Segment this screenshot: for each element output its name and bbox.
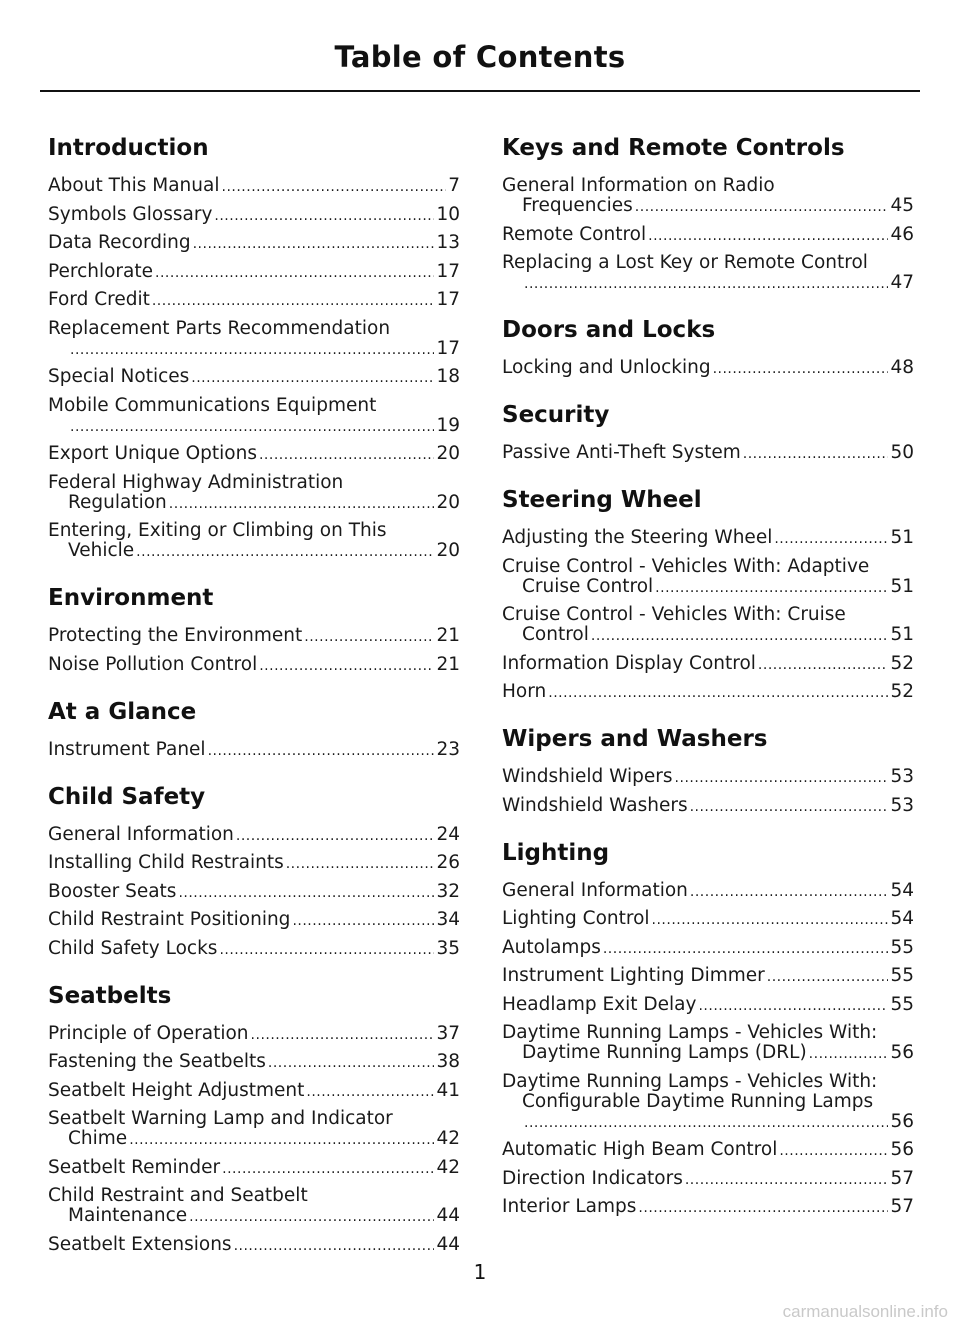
toc-page-number: 20 [436, 491, 460, 513]
toc-entry[interactable] [48, 1081, 460, 1102]
toc-entry-title: Control [522, 624, 589, 645]
toc-entry-title: Remote Control [502, 223, 647, 245]
toc-page-number: 7 [448, 175, 460, 196]
toc-page-number: 13 [436, 232, 460, 253]
toc-page-number: 45 [890, 195, 914, 216]
toc-entry[interactable] [48, 176, 460, 197]
toc-entry[interactable] [48, 319, 460, 360]
toc-entry-title: Autolamps [502, 936, 601, 958]
section-heading: Lighting [502, 839, 610, 866]
toc-entry[interactable] [48, 740, 460, 761]
section-heading: Environment [48, 585, 214, 611]
toc-entry-line [48, 1081, 460, 1102]
toc-entry[interactable] [502, 1140, 914, 1161]
toc-entry-title: Child Restraint Positioning [48, 909, 291, 930]
toc-page-number: 26 [436, 852, 460, 873]
toc-entry[interactable] [48, 205, 460, 226]
toc-entry[interactable] [48, 233, 460, 254]
toc-entry-title: Daytime Running Lamps (DRL) [522, 1042, 807, 1063]
toc-entry-title: Federal Highway Administration [48, 471, 344, 493]
toc-entry[interactable] [502, 253, 914, 294]
toc-entry[interactable] [48, 367, 460, 388]
toc-entry-line [48, 1129, 460, 1150]
toc-entry-title: Cruise Control - Vehicles With: Adaptive [502, 555, 870, 577]
toc-page-number: 53 [890, 794, 914, 816]
dot-leader [129, 1130, 434, 1150]
toc-entry-line [48, 416, 460, 437]
dot-leader [648, 226, 888, 246]
dot-leader [222, 1159, 434, 1179]
dot-leader [155, 263, 434, 283]
toc-entry[interactable] [48, 910, 460, 931]
toc-entry-line [502, 682, 914, 703]
toc-entry[interactable] [502, 1072, 914, 1133]
toc-entry-line [502, 443, 914, 464]
toc-page-number: 50 [890, 442, 914, 463]
toc-entry-line [48, 233, 460, 254]
dot-leader [809, 1044, 889, 1064]
toc-entry-title: Mobile Communications Equipment [48, 394, 377, 416]
toc-page-number: 46 [890, 223, 914, 245]
dot-leader [774, 529, 888, 549]
toc-entry-line [48, 825, 460, 846]
toc-entry-line [502, 273, 914, 294]
toc-entry-title: Lighting Control [502, 908, 650, 929]
toc-entry-line [48, 262, 460, 283]
toc-page-number: 17 [436, 337, 460, 359]
toc-page-number: 18 [436, 366, 460, 387]
toc-entry-title: Horn [502, 681, 547, 702]
toc-entry-title: Direction Indicators [502, 1167, 683, 1189]
dot-leader [743, 444, 889, 464]
toc-entry[interactable] [502, 528, 914, 549]
toc-entry-line [48, 1109, 460, 1129]
section-heading: At a Glance [48, 698, 197, 725]
toc-entry-title: Configurable Daytime Running Lamps [522, 1090, 874, 1112]
toc-entry-line [48, 655, 460, 676]
toc-entry-line [502, 767, 914, 788]
toc-entry-line [48, 521, 460, 541]
toc-entry[interactable] [502, 767, 914, 788]
toc-page-number: 42 [436, 1156, 460, 1178]
toc-section-wipers-and-washers [502, 724, 914, 817]
page-title: Table of Contents [334, 40, 626, 74]
toc-page-number: 21 [436, 625, 460, 646]
toc-entry-line [502, 528, 914, 549]
toc-column-left [48, 133, 460, 1277]
toc-page-number: 55 [890, 993, 914, 1015]
dot-leader [767, 967, 889, 987]
dot-leader [234, 1236, 435, 1256]
toc-page-number: 48 [890, 357, 914, 378]
toc-entry-line [502, 938, 914, 959]
section-heading: Introduction [48, 135, 209, 161]
toc-entry-line [502, 1112, 914, 1133]
dot-leader [638, 1198, 888, 1218]
toc-entry-title: Chime [68, 1128, 128, 1149]
section-heading: Wipers and Washers [502, 726, 768, 752]
toc-page-number: 37 [436, 1022, 460, 1044]
toc-entry-title: Information Display Control [502, 652, 756, 674]
section-heading: Keys and Remote Controls [502, 135, 845, 161]
toc-entry-line [48, 473, 460, 493]
section-heading: Steering Wheel [502, 487, 702, 513]
dot-leader [219, 940, 434, 960]
toc-page-number: 23 [436, 738, 460, 760]
toc-entry-title: General Information [502, 879, 688, 901]
toc-entry-line [502, 1043, 914, 1064]
toc-page-number: 53 [890, 766, 914, 787]
toc-entry[interactable] [48, 1235, 460, 1256]
toc-entry-line [48, 939, 460, 960]
toc-page-number: 19 [436, 414, 460, 436]
toc-page-number: 20 [436, 443, 460, 464]
dot-leader [591, 626, 889, 646]
toc-page-number: 56 [890, 1042, 914, 1063]
toc-entry[interactable] [502, 938, 914, 959]
toc-entry-line [502, 196, 914, 217]
dot-leader [690, 797, 889, 817]
toc-entry-title: Seatbelt Height Adjustment [48, 1079, 305, 1101]
toc-entry-title: Installing Child Restraints [48, 852, 284, 873]
toc-section-lighting [502, 838, 914, 1219]
dot-leader [189, 1207, 434, 1227]
toc-entry[interactable] [48, 1186, 460, 1227]
toc-entry-title: Seatbelt Extensions [48, 1233, 232, 1255]
toc-section-doors-and-locks [502, 315, 914, 379]
dot-leader [685, 1170, 889, 1190]
toc-page-number: 54 [890, 879, 914, 901]
toc-entry-title: Windshield Washers [502, 794, 688, 816]
toc-entry-line [502, 358, 914, 379]
toc-entry-line [48, 740, 460, 761]
dot-leader [292, 911, 434, 931]
toc-page-number: 56 [890, 1139, 914, 1160]
toc-entry-title: Cruise Control [522, 575, 654, 597]
toc-entry-line [502, 995, 914, 1016]
toc-entry[interactable] [48, 473, 460, 514]
toc-entry-title: Cruise Control - Vehicles With: Cruise [502, 604, 846, 625]
toc-entry-line [502, 176, 914, 196]
toc-entry-line [48, 290, 460, 311]
toc-entry-line [502, 625, 914, 646]
toc-entry[interactable] [502, 995, 914, 1016]
toc-page-number: 55 [890, 936, 914, 958]
toc-entry-line [48, 493, 460, 514]
toc-entry-line [502, 654, 914, 675]
toc-entry-title: Seatbelt Warning Lamp and Indicator [48, 1108, 393, 1129]
section-heading: Child Safety [48, 783, 206, 810]
toc-page-number: 35 [436, 937, 460, 959]
toc-entry[interactable] [502, 966, 914, 987]
toc-entry-line [48, 1052, 460, 1073]
toc-entry[interactable] [48, 1052, 460, 1073]
toc-page-number: 20 [436, 540, 460, 561]
dot-leader [259, 445, 434, 465]
dot-leader [713, 359, 889, 379]
toc-entry-title: Protecting the Environment [48, 625, 303, 646]
dot-leader [655, 578, 888, 598]
toc-entry-line [502, 1169, 914, 1190]
toc-entry[interactable] [48, 290, 460, 311]
toc-entry-line [502, 605, 914, 625]
dot-leader [191, 368, 434, 388]
toc-entry-title: Special Notices [48, 366, 190, 387]
toc-page-number: 51 [890, 575, 914, 597]
dot-leader [222, 177, 447, 197]
toc-entry[interactable] [502, 358, 914, 379]
dot-leader [652, 910, 889, 930]
toc-entry[interactable] [48, 1109, 460, 1150]
dot-leader [698, 996, 888, 1016]
toc-entry-title: Headlamp Exit Delay [502, 993, 697, 1015]
toc-entry-line [48, 339, 460, 360]
toc-section-security [502, 400, 914, 464]
toc-entry-line [48, 1024, 460, 1045]
dot-leader [193, 234, 435, 254]
toc-entry-title: Instrument Lighting Dimmer [502, 965, 765, 986]
toc-entry[interactable] [48, 444, 460, 465]
toc-entry-line [48, 1235, 460, 1256]
toc-section-seatbelts [48, 981, 460, 1256]
dot-leader [635, 197, 889, 217]
toc-entry-line [48, 541, 460, 562]
toc-entry-title: Ford Credit [48, 289, 150, 310]
toc-entry-title: Replacing a Lost Key or Remote Control [502, 252, 868, 273]
toc-entry[interactable] [48, 853, 460, 874]
toc-entry-title: About This Manual [48, 175, 220, 196]
toc-entry-title: Maintenance [68, 1205, 188, 1226]
section-heading: Security [502, 402, 610, 428]
toc-entry-title: Symbols Glossary [48, 203, 213, 225]
toc-entry-title: Data Recording [48, 232, 191, 253]
toc-page-number: 47 [890, 272, 914, 293]
toc-entry-title: Adjusting the Steering Wheel [502, 527, 773, 548]
dot-leader [268, 1053, 435, 1073]
toc-entry[interactable] [502, 654, 914, 675]
dot-leader [675, 768, 889, 788]
dot-leader [758, 655, 889, 675]
dot-leader [169, 494, 435, 514]
toc-entry[interactable] [502, 881, 914, 902]
dot-leader [178, 883, 434, 903]
toc-page-number: 34 [436, 909, 460, 930]
dot-leader [524, 274, 888, 294]
toc-entry-line [502, 577, 914, 598]
toc-entry-title: Interior Lamps [502, 1196, 637, 1217]
page-number: 1 [473, 1260, 487, 1284]
toc-entry[interactable] [48, 626, 460, 647]
toc-entry-line [502, 909, 914, 930]
dot-leader [136, 542, 434, 562]
toc-entry[interactable] [502, 1197, 914, 1218]
toc-entry-line [502, 1023, 914, 1043]
toc-entry-title: Daytime Running Lamps - Vehicles With: [502, 1070, 878, 1092]
toc-entry[interactable] [502, 557, 914, 598]
toc-entry-line [502, 557, 914, 577]
toc-entry-line [48, 1158, 460, 1179]
dot-leader [779, 1141, 888, 1161]
toc-entry-title: Noise Pollution Control [48, 653, 258, 675]
section-heading: Doors and Locks [502, 317, 716, 343]
toc-entry[interactable] [48, 262, 460, 283]
dot-leader [304, 627, 434, 647]
toc-entry-title: Vehicle [68, 540, 135, 561]
toc-entry-title: Frequencies [522, 195, 633, 216]
title-divider [40, 90, 920, 92]
toc-page-number: 57 [890, 1196, 914, 1217]
toc-page-number: 44 [436, 1205, 460, 1226]
dot-leader [70, 340, 434, 360]
toc-entry-title: Automatic High Beam Control [502, 1139, 778, 1160]
dot-leader [548, 683, 888, 703]
toc-entry-title: Principle of Operation [48, 1022, 249, 1044]
toc-entry-line [48, 626, 460, 647]
toc-column-right [502, 133, 914, 1239]
toc-entry-line [502, 1072, 914, 1092]
dot-leader [152, 291, 435, 311]
toc-entry-line [502, 881, 914, 902]
toc-section-at-a-glance [48, 697, 460, 761]
dot-leader [524, 1113, 888, 1133]
toc-entry-line [48, 1186, 460, 1206]
toc-entry[interactable] [48, 882, 460, 903]
toc-page-number: 44 [436, 1233, 460, 1255]
toc-entry-line [502, 1197, 914, 1218]
toc-entry-line [48, 367, 460, 388]
toc-entry-line [502, 1140, 914, 1161]
toc-entry[interactable] [502, 796, 914, 817]
toc-entry-title: Seatbelt Reminder [48, 1156, 221, 1178]
toc-entry-line [502, 1092, 914, 1112]
toc-entry-title: Entering, Exiting or Climbing on This [48, 520, 387, 541]
toc-entry-line [48, 1206, 460, 1227]
dot-leader [70, 417, 434, 437]
toc-entry-line [502, 253, 914, 273]
toc-entry-title: Passive Anti-Theft System [502, 442, 741, 463]
toc-section-environment [48, 583, 460, 676]
toc-entry-line [48, 176, 460, 197]
dot-leader [259, 656, 434, 676]
toc-page-number: 38 [436, 1051, 460, 1072]
toc-entry-title: Export Unique Options [48, 443, 257, 464]
toc-page-number: 32 [436, 880, 460, 902]
toc-entry[interactable] [502, 1169, 914, 1190]
toc-entry[interactable] [502, 176, 914, 217]
dot-leader [236, 826, 435, 846]
toc-entry-line [48, 853, 460, 874]
toc-section-steering-wheel [502, 485, 914, 703]
toc-page-number: 52 [890, 652, 914, 674]
toc-entry-title: Locking and Unlocking [502, 357, 711, 378]
toc-entry-title: Windshield Wipers [502, 766, 673, 787]
toc-entry-line [502, 796, 914, 817]
toc-entry[interactable] [48, 655, 460, 676]
toc-entry-title: Instrument Panel [48, 738, 206, 760]
toc-entry[interactable] [48, 396, 460, 437]
dot-leader [251, 1025, 435, 1045]
toc-entry-line [48, 444, 460, 465]
toc-entry-title: Daytime Running Lamps - Vehicles With: [502, 1022, 878, 1043]
toc-page-number: 52 [890, 681, 914, 702]
toc-page-number: 10 [436, 203, 460, 225]
toc-entry[interactable] [502, 225, 914, 246]
toc-entry-line [48, 882, 460, 903]
toc-entry-title: General Information on Radio [502, 175, 775, 196]
toc-page-number: 56 [890, 1110, 914, 1132]
toc-entry-title: Replacement Parts Recommendation [48, 317, 391, 339]
toc-page-number: 17 [436, 260, 460, 282]
toc-entry-line [48, 396, 460, 416]
toc-entry-line [48, 910, 460, 931]
toc-entry-line [48, 205, 460, 226]
toc-page-number: 51 [890, 527, 914, 548]
toc-section-keys-and-remote-controls [502, 133, 914, 294]
toc-page-number: 24 [436, 823, 460, 845]
toc-entry-title: Regulation [68, 491, 167, 513]
toc-page-number: 54 [890, 908, 914, 929]
section-heading: Seatbelts [48, 982, 172, 1009]
dot-leader [603, 939, 889, 959]
toc-page-number: 57 [890, 1167, 914, 1189]
toc-entry[interactable] [502, 909, 914, 930]
dot-leader [306, 1082, 434, 1102]
toc-entry-title: General Information [48, 823, 234, 845]
toc-entry[interactable] [48, 939, 460, 960]
dot-leader [214, 206, 434, 226]
toc-entry[interactable] [502, 443, 914, 464]
toc-page-number: 55 [890, 965, 914, 986]
toc-page-number: 21 [436, 653, 460, 675]
toc-entry[interactable] [48, 1024, 460, 1045]
toc-section-child-safety [48, 782, 460, 960]
toc-entry-title: Perchlorate [48, 260, 154, 282]
toc-entry-title: Child Restraint and Seatbelt [48, 1185, 308, 1206]
toc-entry[interactable] [502, 1023, 914, 1064]
toc-page-number: 42 [436, 1128, 460, 1149]
toc-entry-line [48, 319, 460, 339]
toc-entry-title: Child Safety Locks [48, 937, 218, 959]
toc-entry[interactable] [48, 1158, 460, 1179]
toc-entry-title: Booster Seats [48, 880, 177, 902]
toc-page-number: 17 [436, 289, 460, 310]
toc-page-number: 41 [436, 1079, 460, 1101]
toc-entry-line [502, 966, 914, 987]
toc-page-number: 51 [890, 624, 914, 645]
watermark: carmanualsonline.info [782, 1302, 948, 1321]
dot-leader [690, 882, 889, 902]
dot-leader [286, 854, 435, 874]
toc-section-introduction [48, 133, 460, 562]
toc-entry[interactable] [502, 605, 914, 646]
dot-leader [208, 741, 435, 761]
toc-entry-line [502, 225, 914, 246]
toc-entry[interactable] [48, 825, 460, 846]
toc-entry[interactable] [502, 682, 914, 703]
toc-entry[interactable] [48, 521, 460, 562]
toc-entry-title: Fastening the Seatbelts [48, 1051, 266, 1072]
